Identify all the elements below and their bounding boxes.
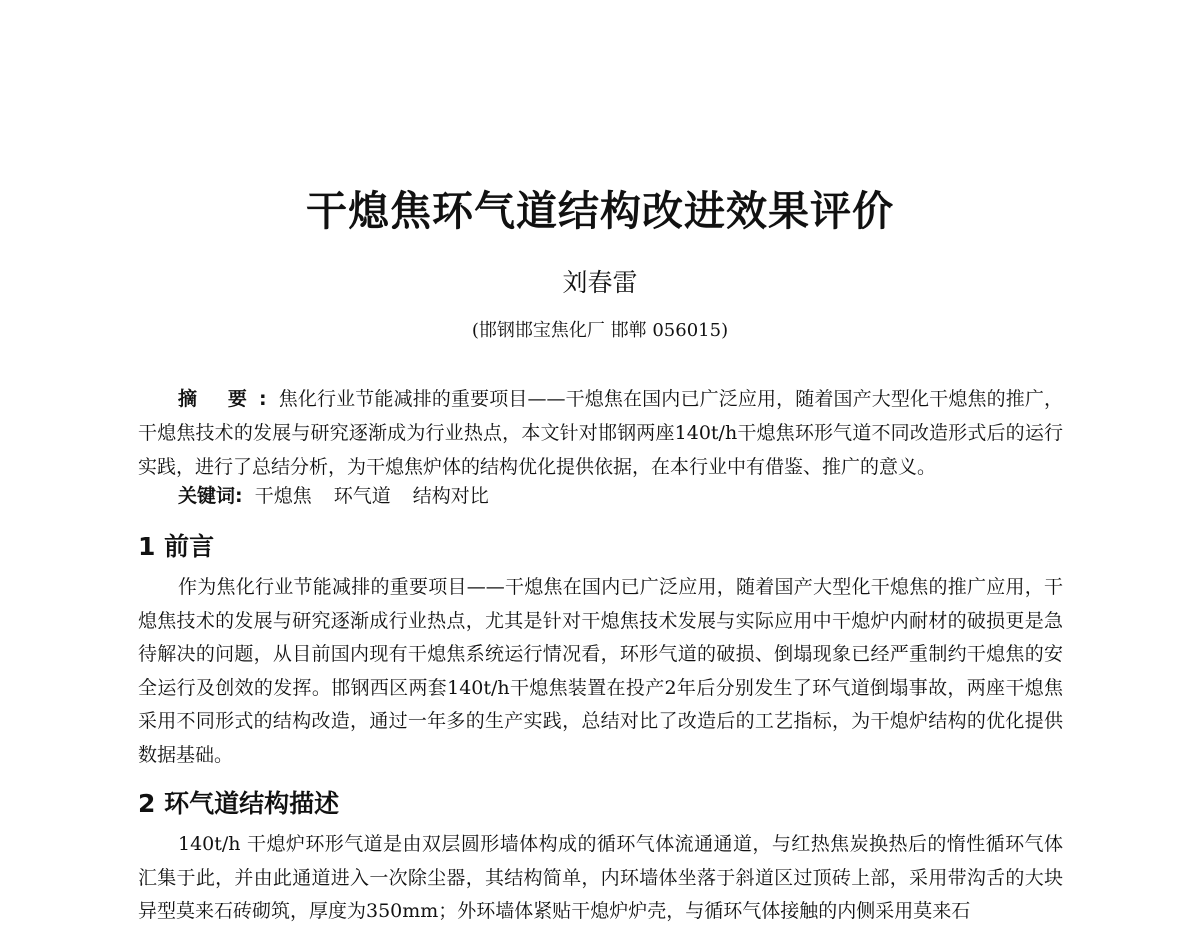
section-body-structure: 140t/h 干熄炉环形气道是由双层圆形墙体构成的循环气体流通通道，与红热焦炭换热后的惰性循环气体汇集于此，并由此通道进入一次除尘器，其结构简单，内环墙体坐落于斜道区过顶砖上部，采用带沟舌的大块异型莫来石砖砌筑，厚度为350mm；外环墙体紧贴干熄炉炉壳，与循环气体接触的内侧采用莫来石: [138, 833, 1063, 922]
keyword: 干熄焦: [254, 485, 312, 507]
keyword: 结构对比: [412, 485, 489, 507]
abstract-label: 摘 要:: [178, 388, 279, 410]
keywords-label: 关键词:: [178, 485, 243, 507]
keywords: [178, 482, 1058, 510]
paper-title: 干熄焦环气道结构改进效果评价: [306, 187, 894, 236]
author-name: 刘春雷: [562, 268, 638, 297]
section-heading-introduction: 1 前言: [138, 532, 215, 561]
abstract-text: 焦化行业节能减排的重要项目——干熄焦在国内已广泛应用，随着国产大型化干熄焦的推广，干熄焦技术的发展与研究逐渐成为行业热点，本文针对邯钢两座140t/h干熄焦环形气道不同改造形式后的运行实践，进行了总结分析，为干熄焦炉体的结构优化提供依据，在本行业中有借鉴、推广的意义。: [138, 388, 1063, 478]
section-body-introduction: 作为焦化行业节能减排的重要项目——干熄焦在国内已广泛应用，随着国产大型化干熄焦的推广应用，干熄焦技术的发展与研究逐渐成行业热点，尤其是针对干熄焦技术发展与实际应用中干熄炉内耐材的破损更是急待解决的问题，从目前国内现有干熄焦系统运行情况看，环形气道的破损、倒塌现象已经严重制约干熄焦的安全运行及创效的发挥。邯钢西区两套140t/h干熄焦装置在投产2年后分别发生了环气道倒塌事故，两座干熄焦采用不同形式的结构改造，通过一年多的生产实践，总结对比了改造后的工艺指标，为干熄炉结构的优化提供数据基础。: [138, 576, 1063, 766]
section-heading-structure: 2 环气道结构描述: [138, 789, 340, 818]
keyword: 环气道: [333, 485, 391, 507]
abstract: [138, 382, 1063, 484]
author-affiliation: (邯钢邯宝焦化厂 邯郸 056015): [471, 320, 729, 341]
